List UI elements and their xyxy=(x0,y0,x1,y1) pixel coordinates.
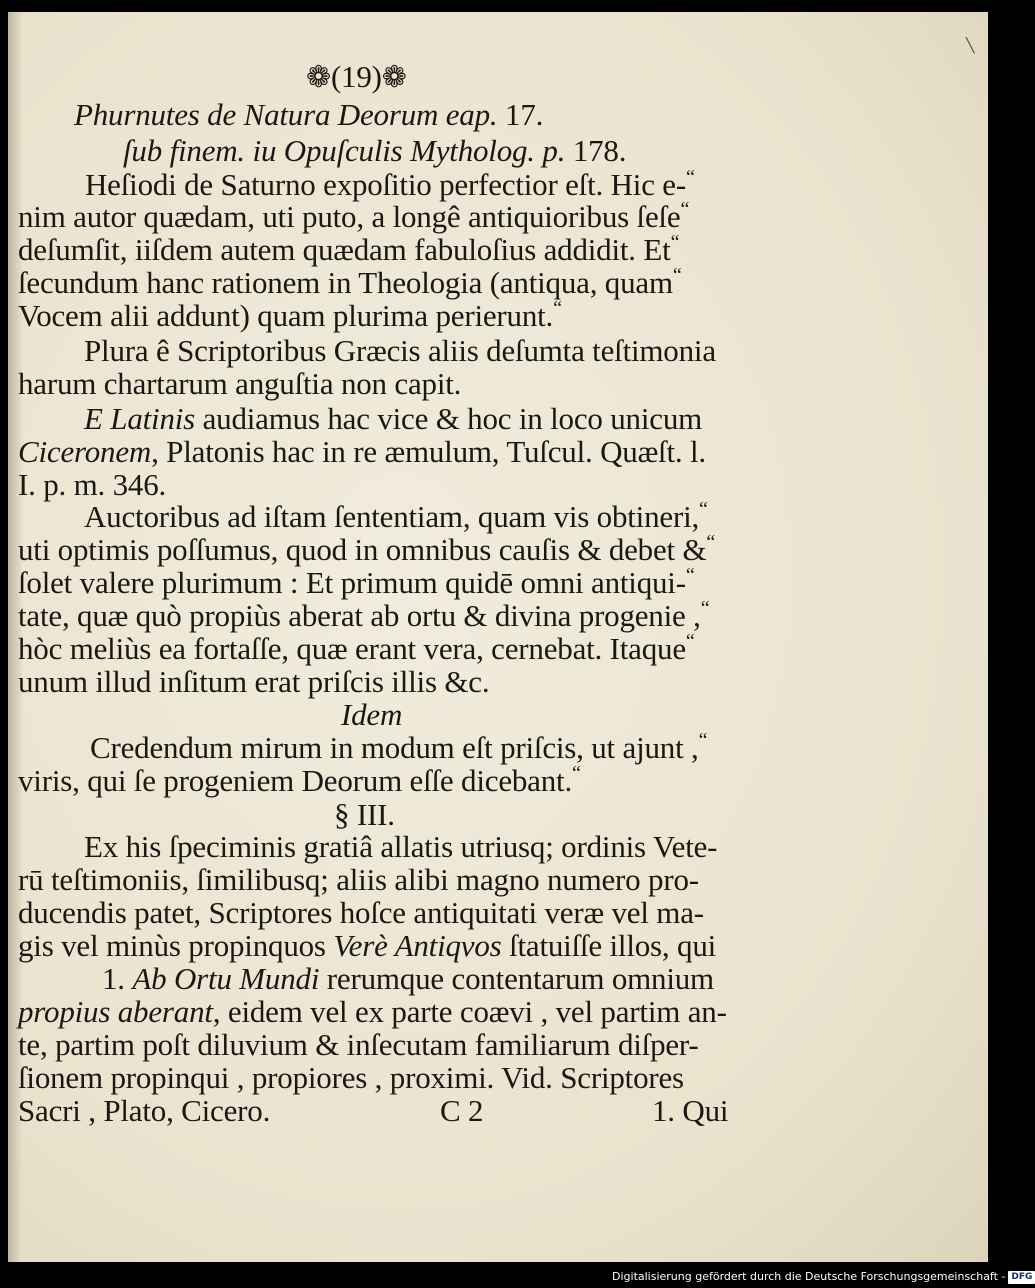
text-line xyxy=(18,566,695,600)
text-line xyxy=(18,533,715,567)
text-line xyxy=(84,500,708,534)
line-text: gis vel minùs propinquos xyxy=(18,928,334,963)
text-line xyxy=(18,665,489,699)
quote-mark: “ xyxy=(686,166,695,189)
scanned-page xyxy=(8,12,988,1262)
line-text: tate, quæ quò propiùs aberat ab ortu & divina progenie , xyxy=(18,598,701,633)
text-line xyxy=(18,435,706,469)
line-text: uti optimis poſſumus, quod in omnibus cauſis & debet & xyxy=(18,532,707,567)
line-text: 178. xyxy=(572,133,627,168)
line-text: Plura ê Scriptoribus Græcis aliis deſumta teſtimonia xyxy=(84,333,716,368)
line-text: ſecundum hanc rationem in Theologia (antiqua, quam xyxy=(18,265,673,300)
quote-mark: “ xyxy=(672,264,682,287)
digitization-footer xyxy=(612,1266,1035,1288)
line-text: ſionem propinqui , propiores , proximi. Vid. Scriptores xyxy=(18,1060,684,1095)
line-text: Vocem alii addunt) quam plurima perierunt. xyxy=(18,298,554,333)
text-line xyxy=(84,830,717,864)
text-line xyxy=(18,599,709,633)
italic-text: Ab Ortu Mundi xyxy=(132,961,320,996)
line-text: Credendum mirum in modum eſt priſcis, ut ajunt , xyxy=(90,730,699,765)
italic-text: Idem xyxy=(341,697,403,732)
text-line xyxy=(18,367,461,401)
page-number: (19) xyxy=(330,59,382,94)
quote-mark: “ xyxy=(680,198,690,221)
text-line xyxy=(74,98,543,132)
line-text: Ex his ſpeciminis gratiâ allatis utriusq; ordinis Vete- xyxy=(84,829,718,864)
signature-mark: C 2 xyxy=(440,1093,484,1128)
quote-mark: “ xyxy=(685,630,695,653)
text-line xyxy=(18,200,689,234)
text-line xyxy=(18,995,727,1029)
text-line xyxy=(18,896,704,930)
quote-mark: “ xyxy=(706,531,716,554)
line-text: harum chartarum anguſtia non capit. xyxy=(18,366,462,401)
quote-mark: “ xyxy=(699,498,708,521)
italic-text: propius aberant xyxy=(18,994,213,1029)
line-text: audiamus hac vice & hoc in loco unicum xyxy=(202,401,703,436)
text-line xyxy=(18,1028,699,1062)
dfg-logo[interactable]: DFG xyxy=(1008,1271,1035,1284)
text-line xyxy=(18,299,562,333)
line-text: 17. xyxy=(505,97,544,132)
line-text: hòc meliùs ea fortaſſe, quæ erant vera, cernebat. Itaque xyxy=(18,631,686,666)
quote-mark: “ xyxy=(670,231,680,254)
text-line xyxy=(18,233,679,267)
text-line xyxy=(18,1061,684,1095)
quote-mark: “ xyxy=(700,597,710,620)
text-line xyxy=(85,168,695,202)
text-line xyxy=(18,266,682,300)
text-line xyxy=(18,929,716,963)
page-text xyxy=(8,12,988,1262)
line-text: ducendis patet, Scriptores hoſce antiquitati veræ vel ma- xyxy=(18,895,704,930)
line-text: , Platonis hac in re æmulum, Tuſcul. Quæſt. l. xyxy=(151,434,706,469)
line-text: deſumſit, iiſdem autem quædam fabuloſius addidit. Et xyxy=(18,232,671,267)
italic-text: Ciceronem xyxy=(18,434,152,469)
text-line xyxy=(334,798,395,832)
line-text: ſolet valere plurimum : Et primum quidē omni antiqui- xyxy=(18,565,686,600)
italic-text: ſub finem. iu Opuſculis Mytholog. p. xyxy=(123,133,573,168)
line-text: rū teſtimoniis, ſimilibusq; aliis alibi magno numero pro- xyxy=(18,862,699,897)
line-text: nim autor quædam, uti puto, a longê antiquioribus ſeſe xyxy=(18,199,681,234)
text-line xyxy=(102,962,714,996)
line-text: viris, qui ſe progeniem Deorum eſſe dicebant. xyxy=(18,763,572,798)
line-text: te, partim poſt diluvium & inſecutam familiarum diſper- xyxy=(18,1027,699,1062)
text-line xyxy=(18,468,166,502)
line-text: rerumque contentarum omnium xyxy=(319,961,714,996)
quote-mark: “ xyxy=(685,564,695,587)
text-line xyxy=(18,764,581,798)
line-text: unum illud inſitum erat priſcis illis &c. xyxy=(18,664,490,699)
corner-mark: ╲ xyxy=(966,38,975,54)
page-header xyxy=(306,60,407,95)
text-line xyxy=(18,632,695,666)
text-line xyxy=(84,402,702,436)
quote-mark: “ xyxy=(698,729,708,752)
ornament-right-icon: ❁ xyxy=(381,61,407,94)
italic-text: Verè Antiqvos xyxy=(333,928,502,963)
text-line xyxy=(18,1094,270,1128)
text-line xyxy=(84,334,716,368)
quote-mark: “ xyxy=(572,762,581,785)
text-line xyxy=(90,731,707,765)
italic-text: Phurnutes de Natura Deorum eap. xyxy=(74,97,506,132)
line-text: Sacri , Plato, Cicero. xyxy=(18,1093,271,1128)
text-line xyxy=(341,698,402,732)
text-line xyxy=(123,134,626,168)
line-text: , eidem vel ex parte coævi , vel partim an- xyxy=(212,994,727,1029)
ornament-left-icon: ❁ xyxy=(306,61,331,94)
line-text: Heſiodi de Saturno expoſitio perfectior eſt. Hic e- xyxy=(85,167,686,202)
line-text: I. p. m. 346. xyxy=(18,467,167,502)
italic-text: E Latinis xyxy=(84,401,203,436)
line-text: 1. xyxy=(102,961,133,996)
line-text: Auctoribus ad iſtam ſententiam, quam vis obtineri, xyxy=(84,499,700,534)
text-line xyxy=(18,863,699,897)
footer-text: Digitalisierung gefördert durch die Deutsche Forschungsgemeinschaft - xyxy=(612,1270,1006,1283)
line-text: ſtatuiſſe illos, qui xyxy=(501,928,717,963)
line-text: § III. xyxy=(334,797,395,832)
quote-mark: “ xyxy=(553,297,562,320)
catchword: 1. Qui xyxy=(652,1093,729,1128)
